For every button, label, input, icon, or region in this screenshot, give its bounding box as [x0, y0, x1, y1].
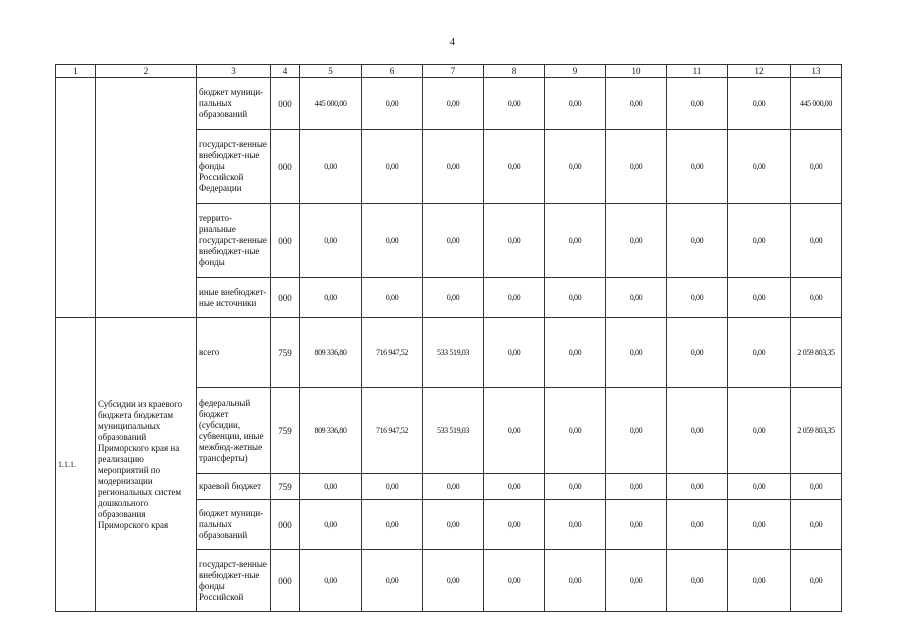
col-header: 3 [197, 65, 271, 78]
value-cell: 716 947,52 [362, 388, 423, 474]
value-cell: 0,00 [484, 474, 545, 500]
source-cell: иные внебюджет-ные источники [197, 278, 271, 318]
value-cell: 0,00 [423, 500, 484, 550]
code-cell: 759 [271, 474, 300, 500]
value-cell: 0,00 [791, 550, 842, 612]
value-cell: 0,00 [362, 474, 423, 500]
table-row [56, 78, 842, 130]
value-cell: 0,00 [300, 550, 362, 612]
col-header: 4 [271, 65, 300, 78]
value-cell: 0,00 [667, 204, 728, 278]
code-cell: 000 [271, 500, 300, 550]
table-row [56, 318, 842, 388]
value-cell: 0,00 [606, 318, 667, 388]
value-cell: 0,00 [362, 204, 423, 278]
source-cell: краевой бюджет [197, 474, 271, 500]
source-cell: бюджет муници-пальных образований [197, 500, 271, 550]
value-cell: 445 000,00 [300, 78, 362, 130]
value-cell: 0,00 [423, 278, 484, 318]
code-cell: 000 [271, 550, 300, 612]
value-cell: 0,00 [484, 500, 545, 550]
value-cell: 809 336,80 [300, 318, 362, 388]
value-cell: 0,00 [728, 474, 791, 500]
value-cell: 0,00 [791, 130, 842, 204]
value-cell: 0,00 [545, 204, 606, 278]
value-cell: 0,00 [362, 550, 423, 612]
col-header: 7 [423, 65, 484, 78]
value-cell: 0,00 [484, 388, 545, 474]
value-cell: 0,00 [362, 500, 423, 550]
value-cell: 0,00 [484, 78, 545, 130]
col-header: 8 [484, 65, 545, 78]
value-cell: 0,00 [606, 500, 667, 550]
code-cell: 759 [271, 388, 300, 474]
value-cell: 0,00 [728, 204, 791, 278]
value-cell: 0,00 [362, 278, 423, 318]
value-cell: 533 519,03 [423, 318, 484, 388]
value-cell: 0,00 [545, 474, 606, 500]
value-cell: 2 059 803,35 [791, 388, 842, 474]
index-cell: 1.1.1. [56, 318, 96, 612]
col-header: 13 [791, 65, 842, 78]
header-row [56, 65, 842, 78]
col-header: 2 [96, 65, 197, 78]
index-cell [56, 78, 96, 318]
value-cell: 0,00 [484, 278, 545, 318]
col-header: 5 [300, 65, 362, 78]
value-cell: 0,00 [667, 318, 728, 388]
value-cell: 0,00 [728, 500, 791, 550]
value-cell: 0,00 [423, 550, 484, 612]
code-cell: 000 [271, 204, 300, 278]
code-cell: 000 [271, 78, 300, 130]
value-cell: 0,00 [667, 550, 728, 612]
col-header: 11 [667, 65, 728, 78]
name-cell: Субсидии из краевого бюджета бюджетам муниципальных образований Приморского края на реализацию мероприятий по модернизации региональных систем дошкольного образования Приморского края [96, 318, 197, 612]
value-cell: 0,00 [362, 78, 423, 130]
value-cell: 0,00 [728, 388, 791, 474]
source-cell: государст-венные внебюджет-ные фонды Российской Федерации [197, 130, 271, 204]
value-cell: 0,00 [606, 204, 667, 278]
value-cell: 0,00 [484, 204, 545, 278]
col-header: 9 [545, 65, 606, 78]
source-cell: террито-риальные государст-венные внебюджет-ные фонды [197, 204, 271, 278]
value-cell: 0,00 [545, 318, 606, 388]
value-cell: 0,00 [606, 278, 667, 318]
code-cell: 000 [271, 130, 300, 204]
code-cell: 759 [271, 318, 300, 388]
value-cell: 0,00 [667, 500, 728, 550]
code-cell: 000 [271, 278, 300, 318]
value-cell: 445 000,00 [791, 78, 842, 130]
value-cell: 0,00 [606, 474, 667, 500]
value-cell: 0,00 [667, 278, 728, 318]
value-cell: 0,00 [545, 78, 606, 130]
value-cell: 0,00 [484, 550, 545, 612]
value-cell: 0,00 [423, 130, 484, 204]
col-header: 12 [728, 65, 791, 78]
value-cell: 0,00 [606, 550, 667, 612]
value-cell: 533 519,03 [423, 388, 484, 474]
source-cell: государст-венные внебюджет-ные фонды Российской [197, 550, 271, 612]
value-cell: 0,00 [545, 278, 606, 318]
value-cell: 0,00 [423, 78, 484, 130]
value-cell: 0,00 [791, 500, 842, 550]
value-cell: 716 947,52 [362, 318, 423, 388]
value-cell: 0,00 [791, 204, 842, 278]
value-cell: 0,00 [667, 78, 728, 130]
col-header: 1 [56, 65, 96, 78]
value-cell: 0,00 [300, 500, 362, 550]
value-cell: 0,00 [300, 204, 362, 278]
value-cell: 0,00 [423, 474, 484, 500]
value-cell: 0,00 [545, 550, 606, 612]
value-cell: 0,00 [300, 278, 362, 318]
value-cell: 2 059 803,35 [791, 318, 842, 388]
value-cell: 0,00 [300, 474, 362, 500]
value-cell: 0,00 [545, 130, 606, 204]
col-header: 6 [362, 65, 423, 78]
value-cell: 809 336,80 [300, 388, 362, 474]
value-cell: 0,00 [484, 130, 545, 204]
value-cell: 0,00 [667, 388, 728, 474]
value-cell: 0,00 [423, 204, 484, 278]
value-cell: 0,00 [606, 78, 667, 130]
budget-table [55, 64, 842, 612]
value-cell: 0,00 [484, 318, 545, 388]
value-cell: 0,00 [667, 130, 728, 204]
name-cell [96, 78, 197, 318]
value-cell: 0,00 [545, 388, 606, 474]
page-number: 4 [450, 37, 455, 48]
value-cell: 0,00 [606, 130, 667, 204]
value-cell: 0,00 [728, 278, 791, 318]
value-cell: 0,00 [606, 388, 667, 474]
value-cell: 0,00 [728, 78, 791, 130]
value-cell: 0,00 [791, 278, 842, 318]
col-header: 10 [606, 65, 667, 78]
value-cell: 0,00 [728, 318, 791, 388]
value-cell: 0,00 [300, 130, 362, 204]
value-cell: 0,00 [728, 130, 791, 204]
value-cell: 0,00 [791, 474, 842, 500]
value-cell: 0,00 [362, 130, 423, 204]
value-cell: 0,00 [545, 500, 606, 550]
value-cell: 0,00 [728, 550, 791, 612]
source-cell: бюджет муници-пальных образований [197, 78, 271, 130]
value-cell: 0,00 [667, 474, 728, 500]
source-cell: всего [197, 318, 271, 388]
source-cell: федеральный бюджет (субсидии, субвенции, иные межбюд-жетные трансферты) [197, 388, 271, 474]
